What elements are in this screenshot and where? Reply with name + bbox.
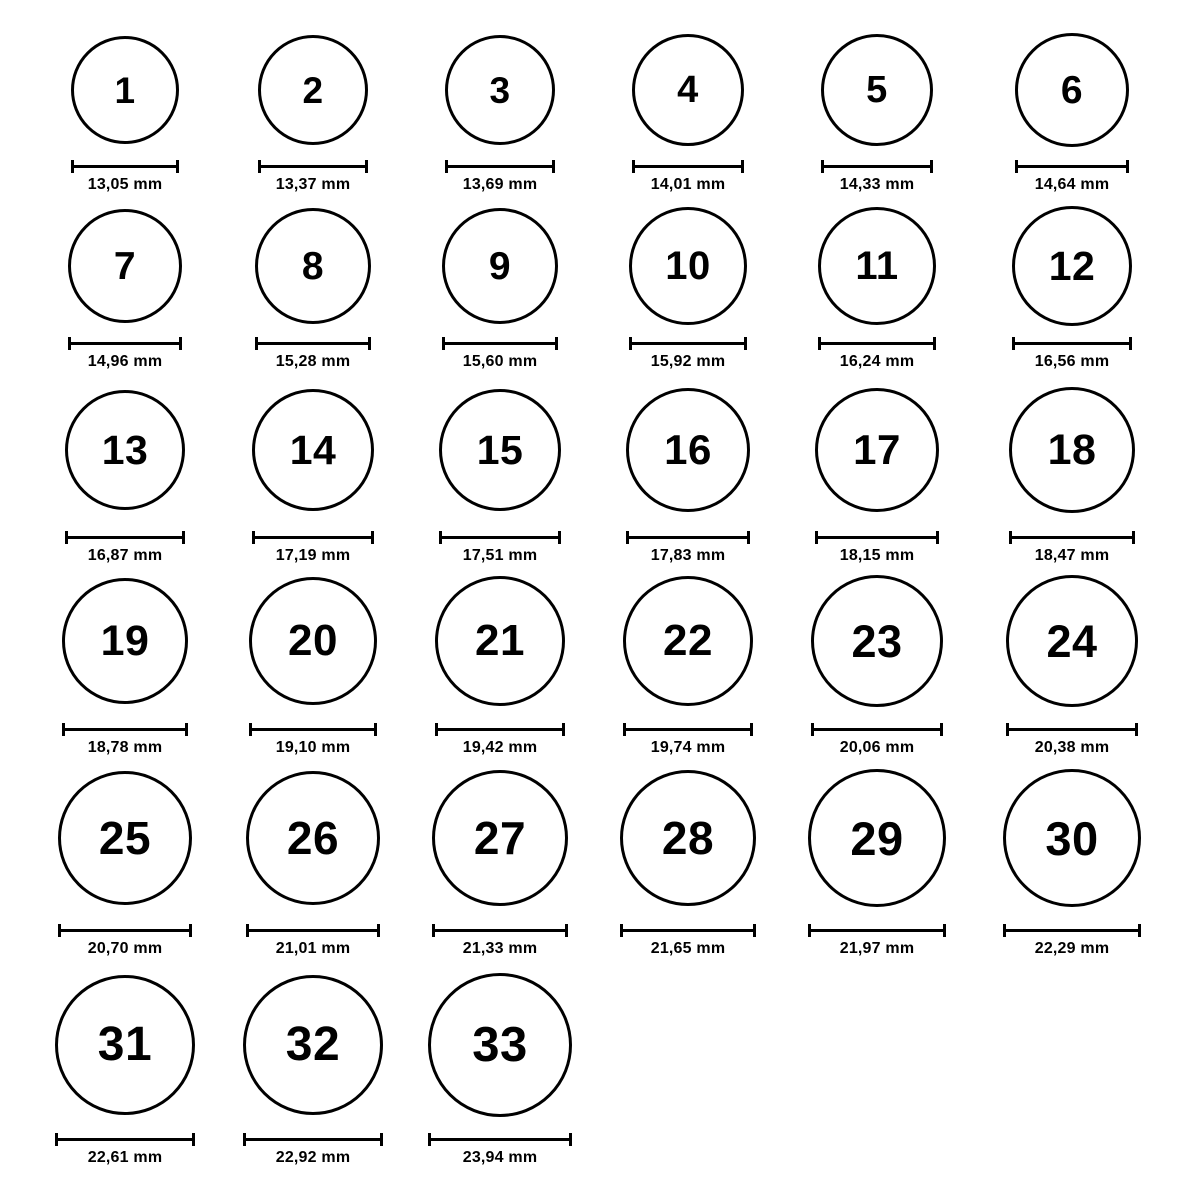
diameter-label: 22,61 mm: [87, 1149, 163, 1166]
ruler-line: [428, 1138, 572, 1141]
ruler-tick-left: [620, 924, 623, 937]
diameter-label: 15,92 mm: [650, 353, 726, 370]
ruler-tick-right: [565, 924, 568, 937]
ring-size-number: 17: [853, 426, 901, 473]
ruler-tick-left: [808, 924, 811, 937]
ruler-line: [815, 536, 939, 539]
ruler-tick-right: [374, 723, 377, 736]
ring-size-number: 19: [100, 616, 150, 665]
diameter-ruler: [1015, 160, 1129, 172]
ring-size-cell: [982, 33, 1162, 147]
ring-size-number: 27: [473, 812, 527, 864]
diameter-label: 16,24 mm: [839, 353, 915, 370]
ruler-line: [818, 342, 936, 345]
ring-circle: [432, 770, 568, 906]
ruler-tick-right: [933, 337, 936, 350]
ring-size-cell: [787, 207, 967, 325]
ruler-line: [439, 536, 561, 539]
ring-size-number: 2: [302, 69, 324, 111]
ring-size-cell: [982, 575, 1162, 707]
ruler-tick-left: [246, 924, 249, 937]
ruler-tick-left: [629, 337, 632, 350]
ring-circle: [58, 771, 192, 905]
ruler-line: [68, 342, 182, 345]
ring-size-number: 6: [1060, 68, 1084, 112]
ruler-line: [252, 536, 374, 539]
ring-size-cell: [35, 771, 215, 905]
diameter-label: 21,33 mm: [462, 940, 538, 957]
ring-circle: [1009, 387, 1135, 513]
ruler-line: [255, 342, 371, 345]
diameter-ruler: [442, 337, 558, 349]
diameter-ruler: [252, 531, 374, 543]
ruler-line: [246, 929, 380, 932]
diameter-ruler: [68, 337, 182, 349]
diameter-label: 20,38 mm: [1034, 739, 1110, 756]
diameter-label: 13,05 mm: [87, 176, 163, 193]
ring-size-number: 12: [1048, 242, 1096, 289]
ring-measurement: [982, 154, 1162, 194]
ruler-tick-right: [371, 531, 374, 544]
ruler-tick-left: [821, 160, 824, 173]
diameter-label: 19,42 mm: [462, 739, 538, 756]
diameter-label: 17,19 mm: [275, 547, 351, 564]
ring-size-number: 21: [475, 616, 525, 665]
diameter-label: 18,47 mm: [1034, 547, 1110, 564]
ring-circle: [808, 769, 946, 907]
diameter-ruler: [255, 337, 371, 349]
diameter-label: 14,33 mm: [839, 176, 915, 193]
ring-circle: [1012, 206, 1132, 326]
ring-circle: [243, 975, 383, 1115]
ring-measurement: [410, 331, 590, 371]
ring-circle: [632, 34, 744, 146]
ruler-tick-right: [940, 723, 943, 736]
ruler-tick-left: [55, 1133, 58, 1146]
ruler-tick-left: [439, 531, 442, 544]
ruler-tick-left: [1009, 531, 1012, 544]
ring-circle: [435, 576, 565, 706]
ring-circle: [252, 389, 374, 511]
ring-measurement: [410, 525, 590, 565]
ring-circle: [629, 207, 747, 325]
ring-circle: [55, 975, 195, 1115]
diameter-ruler: [71, 160, 179, 172]
ruler-line: [626, 536, 750, 539]
diameter-label: 21,65 mm: [650, 940, 726, 957]
ruler-tick-left: [818, 337, 821, 350]
ring-size-cell: [410, 389, 590, 511]
ring-circle: [821, 34, 933, 146]
ring-measurement: [223, 525, 403, 565]
ruler-line: [55, 1138, 195, 1141]
ring-circle: [255, 208, 371, 324]
ring-size-number: 4: [677, 69, 699, 111]
ruler-tick-right: [365, 160, 368, 173]
ruler-tick-left: [432, 924, 435, 937]
ruler-tick-left: [1012, 337, 1015, 350]
ruler-tick-left: [428, 1133, 431, 1146]
ring-size-cell: [410, 770, 590, 906]
ring-circle: [818, 207, 936, 325]
ruler-tick-left: [243, 1133, 246, 1146]
ruler-tick-right: [179, 337, 182, 350]
ruler-tick-right: [741, 160, 744, 173]
ring-measurement: [223, 154, 403, 194]
diameter-ruler: [1009, 531, 1135, 543]
ruler-line: [258, 165, 368, 168]
diameter-label: 16,56 mm: [1034, 353, 1110, 370]
diameter-label: 22,29 mm: [1034, 940, 1110, 957]
diameter-ruler: [632, 160, 744, 172]
ring-size-cell: [223, 35, 403, 145]
diameter-label: 14,01 mm: [650, 176, 726, 193]
ring-circle: [442, 208, 558, 324]
ring-size-number: 13: [101, 426, 149, 473]
ruler-line: [811, 728, 943, 731]
ruler-line: [623, 728, 753, 731]
diameter-ruler: [65, 531, 185, 543]
ring-size-number: 33: [472, 1017, 528, 1072]
ring-size-cell: [787, 575, 967, 707]
ring-circle: [249, 577, 377, 705]
ring-measurement: [35, 525, 215, 565]
ring-measurement: [787, 918, 967, 958]
diameter-label: 21,01 mm: [275, 940, 351, 957]
diameter-ruler: [439, 531, 561, 543]
ruler-tick-left: [626, 531, 629, 544]
diameter-ruler: [808, 924, 946, 936]
diameter-label: 19,74 mm: [650, 739, 726, 756]
diameter-ruler: [62, 723, 188, 735]
ring-size-cell: [410, 208, 590, 324]
diameter-label: 15,60 mm: [462, 353, 538, 370]
ring-circle: [1003, 769, 1141, 907]
ring-size-number: 20: [288, 616, 338, 665]
ring-size-number: 25: [98, 812, 152, 864]
ring-measurement: [410, 1127, 590, 1167]
ruler-tick-left: [58, 924, 61, 937]
ring-measurement: [598, 717, 778, 757]
ring-size-cell: [410, 35, 590, 145]
ring-size-number: 10: [665, 244, 711, 288]
ruler-line: [620, 929, 756, 932]
diameter-label: 14,96 mm: [87, 353, 163, 370]
ring-circle: [62, 578, 188, 704]
ring-size-number: 31: [97, 1018, 153, 1071]
ring-size-number: 30: [1045, 811, 1099, 865]
ring-circle: [445, 35, 555, 145]
ruler-line: [1003, 929, 1141, 932]
ruler-tick-right: [1138, 924, 1141, 937]
ring-size-number: 5: [866, 69, 888, 111]
ring-measurement: [982, 918, 1162, 958]
diameter-label: 19,10 mm: [275, 739, 351, 756]
diameter-ruler: [435, 723, 565, 735]
ring-measurement: [410, 154, 590, 194]
ring-measurement: [787, 717, 967, 757]
diameter-ruler: [811, 723, 943, 735]
diameter-label: 16,87 mm: [87, 547, 163, 564]
ruler-line: [632, 165, 744, 168]
ring-circle: [65, 390, 185, 510]
ruler-tick-right: [182, 531, 185, 544]
diameter-ruler: [58, 924, 192, 936]
ring-size-number: 3: [489, 69, 511, 111]
ruler-line: [58, 929, 192, 932]
ring-size-number: 11: [855, 244, 899, 288]
ruler-tick-left: [811, 723, 814, 736]
ruler-tick-right: [1135, 723, 1138, 736]
ruler-line: [821, 165, 933, 168]
diameter-ruler: [246, 924, 380, 936]
ruler-tick-right: [192, 1133, 195, 1146]
diameter-ruler: [821, 160, 933, 172]
ring-size-cell: [598, 207, 778, 325]
ruler-tick-left: [1006, 723, 1009, 736]
ring-size-cell: [223, 771, 403, 905]
diameter-ruler: [626, 531, 750, 543]
ring-circle: [815, 388, 939, 512]
ring-measurement: [787, 154, 967, 194]
ruler-tick-right: [1126, 160, 1129, 173]
ruler-tick-left: [442, 337, 445, 350]
diameter-ruler: [243, 1133, 383, 1145]
ruler-line: [445, 165, 555, 168]
ruler-tick-right: [943, 924, 946, 937]
ring-size-cell: [35, 209, 215, 323]
ring-circle: [428, 973, 572, 1117]
diameter-ruler: [258, 160, 368, 172]
diameter-ruler: [445, 160, 555, 172]
ring-circle: [439, 389, 561, 511]
ruler-tick-right: [368, 337, 371, 350]
diameter-label: 18,78 mm: [87, 739, 163, 756]
ring-size-number: 22: [663, 616, 713, 665]
ring-size-cell: [35, 390, 215, 510]
ring-circle: [246, 771, 380, 905]
ruler-line: [65, 536, 185, 539]
ring-measurement: [410, 918, 590, 958]
ruler-tick-left: [252, 531, 255, 544]
ruler-tick-right: [380, 1133, 383, 1146]
ring-circle: [68, 209, 182, 323]
ring-size-cell: [598, 576, 778, 706]
diameter-label: 18,15 mm: [839, 547, 915, 564]
ring-size-number: 23: [851, 615, 903, 667]
ring-size-cell: [35, 36, 215, 144]
ring-size-number: 14: [289, 426, 337, 473]
ruler-line: [71, 165, 179, 168]
ruler-line: [243, 1138, 383, 1141]
diameter-label: 20,70 mm: [87, 940, 163, 957]
ruler-tick-left: [65, 531, 68, 544]
ring-measurement: [598, 154, 778, 194]
ring-size-cell: [410, 973, 590, 1117]
ring-size-cell: [223, 577, 403, 705]
ruler-line: [808, 929, 946, 932]
ring-circle: [620, 770, 756, 906]
ring-size-cell: [982, 387, 1162, 513]
ring-size-number: 29: [850, 811, 904, 865]
ring-measurement: [223, 331, 403, 371]
ring-circle: [258, 35, 368, 145]
ruler-line: [442, 342, 558, 345]
ring-size-number: 24: [1046, 615, 1098, 667]
ruler-tick-left: [815, 531, 818, 544]
ruler-line: [435, 728, 565, 731]
ring-measurement: [982, 717, 1162, 757]
ring-measurement: [223, 918, 403, 958]
diameter-label: 17,83 mm: [650, 547, 726, 564]
ring-size-cell: [223, 208, 403, 324]
diameter-ruler: [55, 1133, 195, 1145]
ruler-line: [1006, 728, 1138, 731]
ring-circle: [1015, 33, 1129, 147]
ruler-tick-right: [747, 531, 750, 544]
ruler-tick-left: [435, 723, 438, 736]
ruler-tick-left: [258, 160, 261, 173]
ruler-tick-left: [249, 723, 252, 736]
ruler-tick-right: [558, 531, 561, 544]
ruler-tick-left: [623, 723, 626, 736]
ruler-tick-left: [1003, 924, 1006, 937]
ruler-tick-right: [552, 160, 555, 173]
ruler-line: [1012, 342, 1132, 345]
ruler-tick-right: [189, 924, 192, 937]
ruler-tick-left: [445, 160, 448, 173]
ring-size-number: 32: [285, 1018, 341, 1071]
ruler-tick-right: [569, 1133, 572, 1146]
diameter-ruler: [620, 924, 756, 936]
ruler-tick-right: [185, 723, 188, 736]
diameter-label: 13,37 mm: [275, 176, 351, 193]
ring-size-cell: [35, 578, 215, 704]
ring-size-number: 8: [301, 244, 325, 288]
ring-size-cell: [223, 389, 403, 511]
ring-measurement: [598, 918, 778, 958]
diameter-label: 15,28 mm: [275, 353, 351, 370]
ring-size-number: 18: [1047, 425, 1097, 474]
ring-circle: [811, 575, 943, 707]
diameter-ruler: [815, 531, 939, 543]
diameter-label: 22,92 mm: [275, 1149, 351, 1166]
ring-measurement: [982, 525, 1162, 565]
ruler-tick-left: [68, 337, 71, 350]
diameter-ruler: [432, 924, 568, 936]
diameter-ruler: [1012, 337, 1132, 349]
diameter-label: 14,64 mm: [1034, 176, 1110, 193]
ring-size-number: 28: [661, 812, 715, 864]
ring-measurement: [223, 717, 403, 757]
ring-measurement: [787, 525, 967, 565]
diameter-ruler: [818, 337, 936, 349]
ring-measurement: [598, 331, 778, 371]
ring-measurement: [410, 717, 590, 757]
ring-size-number: 26: [286, 812, 340, 864]
ring-size-number: 7: [113, 244, 137, 288]
diameter-ruler: [629, 337, 747, 349]
ring-measurement: [35, 154, 215, 194]
diameter-label: 13,69 mm: [462, 176, 538, 193]
ruler-tick-right: [936, 531, 939, 544]
ruler-tick-right: [377, 924, 380, 937]
diameter-ruler: [249, 723, 377, 735]
ruler-tick-right: [1129, 337, 1132, 350]
ruler-tick-left: [1015, 160, 1018, 173]
ring-size-number: 1: [114, 69, 136, 111]
diameter-ruler: [623, 723, 753, 735]
ring-circle: [71, 36, 179, 144]
ruler-tick-right: [744, 337, 747, 350]
ring-size-cell: [787, 34, 967, 146]
ring-size-cell: [982, 206, 1162, 326]
ring-size-cell: [223, 975, 403, 1115]
ring-size-cell: [787, 388, 967, 512]
ruler-tick-left: [632, 160, 635, 173]
ruler-line: [1009, 536, 1135, 539]
ring-measurement: [35, 1127, 215, 1167]
ring-size-number: 15: [476, 426, 524, 473]
diameter-ruler: [1003, 924, 1141, 936]
ring-size-cell: [787, 769, 967, 907]
ring-measurement: [35, 918, 215, 958]
ring-size-number: 9: [488, 244, 512, 288]
ruler-tick-right: [930, 160, 933, 173]
ring-measurement: [223, 1127, 403, 1167]
ruler-tick-right: [176, 160, 179, 173]
ruler-line: [249, 728, 377, 731]
ring-measurement: [598, 525, 778, 565]
ruler-tick-right: [562, 723, 565, 736]
ring-size-cell: [410, 576, 590, 706]
ring-size-cell: [982, 769, 1162, 907]
ring-size-cell: [35, 975, 215, 1115]
diameter-ruler: [1006, 723, 1138, 735]
diameter-ruler: [428, 1133, 572, 1145]
ring-circle: [623, 576, 753, 706]
ring-circle: [626, 388, 750, 512]
ring-circle: [1006, 575, 1138, 707]
ruler-tick-right: [1132, 531, 1135, 544]
diameter-label: 17,51 mm: [462, 547, 538, 564]
ruler-tick-right: [753, 924, 756, 937]
ruler-tick-right: [750, 723, 753, 736]
ring-measurement: [35, 717, 215, 757]
ruler-tick-right: [555, 337, 558, 350]
diameter-label: 20,06 mm: [839, 739, 915, 756]
ruler-line: [1015, 165, 1129, 168]
diameter-label: 23,94 mm: [462, 1149, 538, 1166]
ruler-line: [629, 342, 747, 345]
ruler-tick-left: [62, 723, 65, 736]
ring-measurement: [35, 331, 215, 371]
ring-size-cell: [598, 34, 778, 146]
ruler-line: [62, 728, 188, 731]
ruler-tick-left: [71, 160, 74, 173]
ring-measurement: [787, 331, 967, 371]
ruler-line: [432, 929, 568, 932]
ring-size-cell: [598, 770, 778, 906]
ring-size-cell: [598, 388, 778, 512]
diameter-label: 21,97 mm: [839, 940, 915, 957]
ruler-tick-left: [255, 337, 258, 350]
ring-size-number: 16: [664, 426, 712, 473]
ring-measurement: [982, 331, 1162, 371]
